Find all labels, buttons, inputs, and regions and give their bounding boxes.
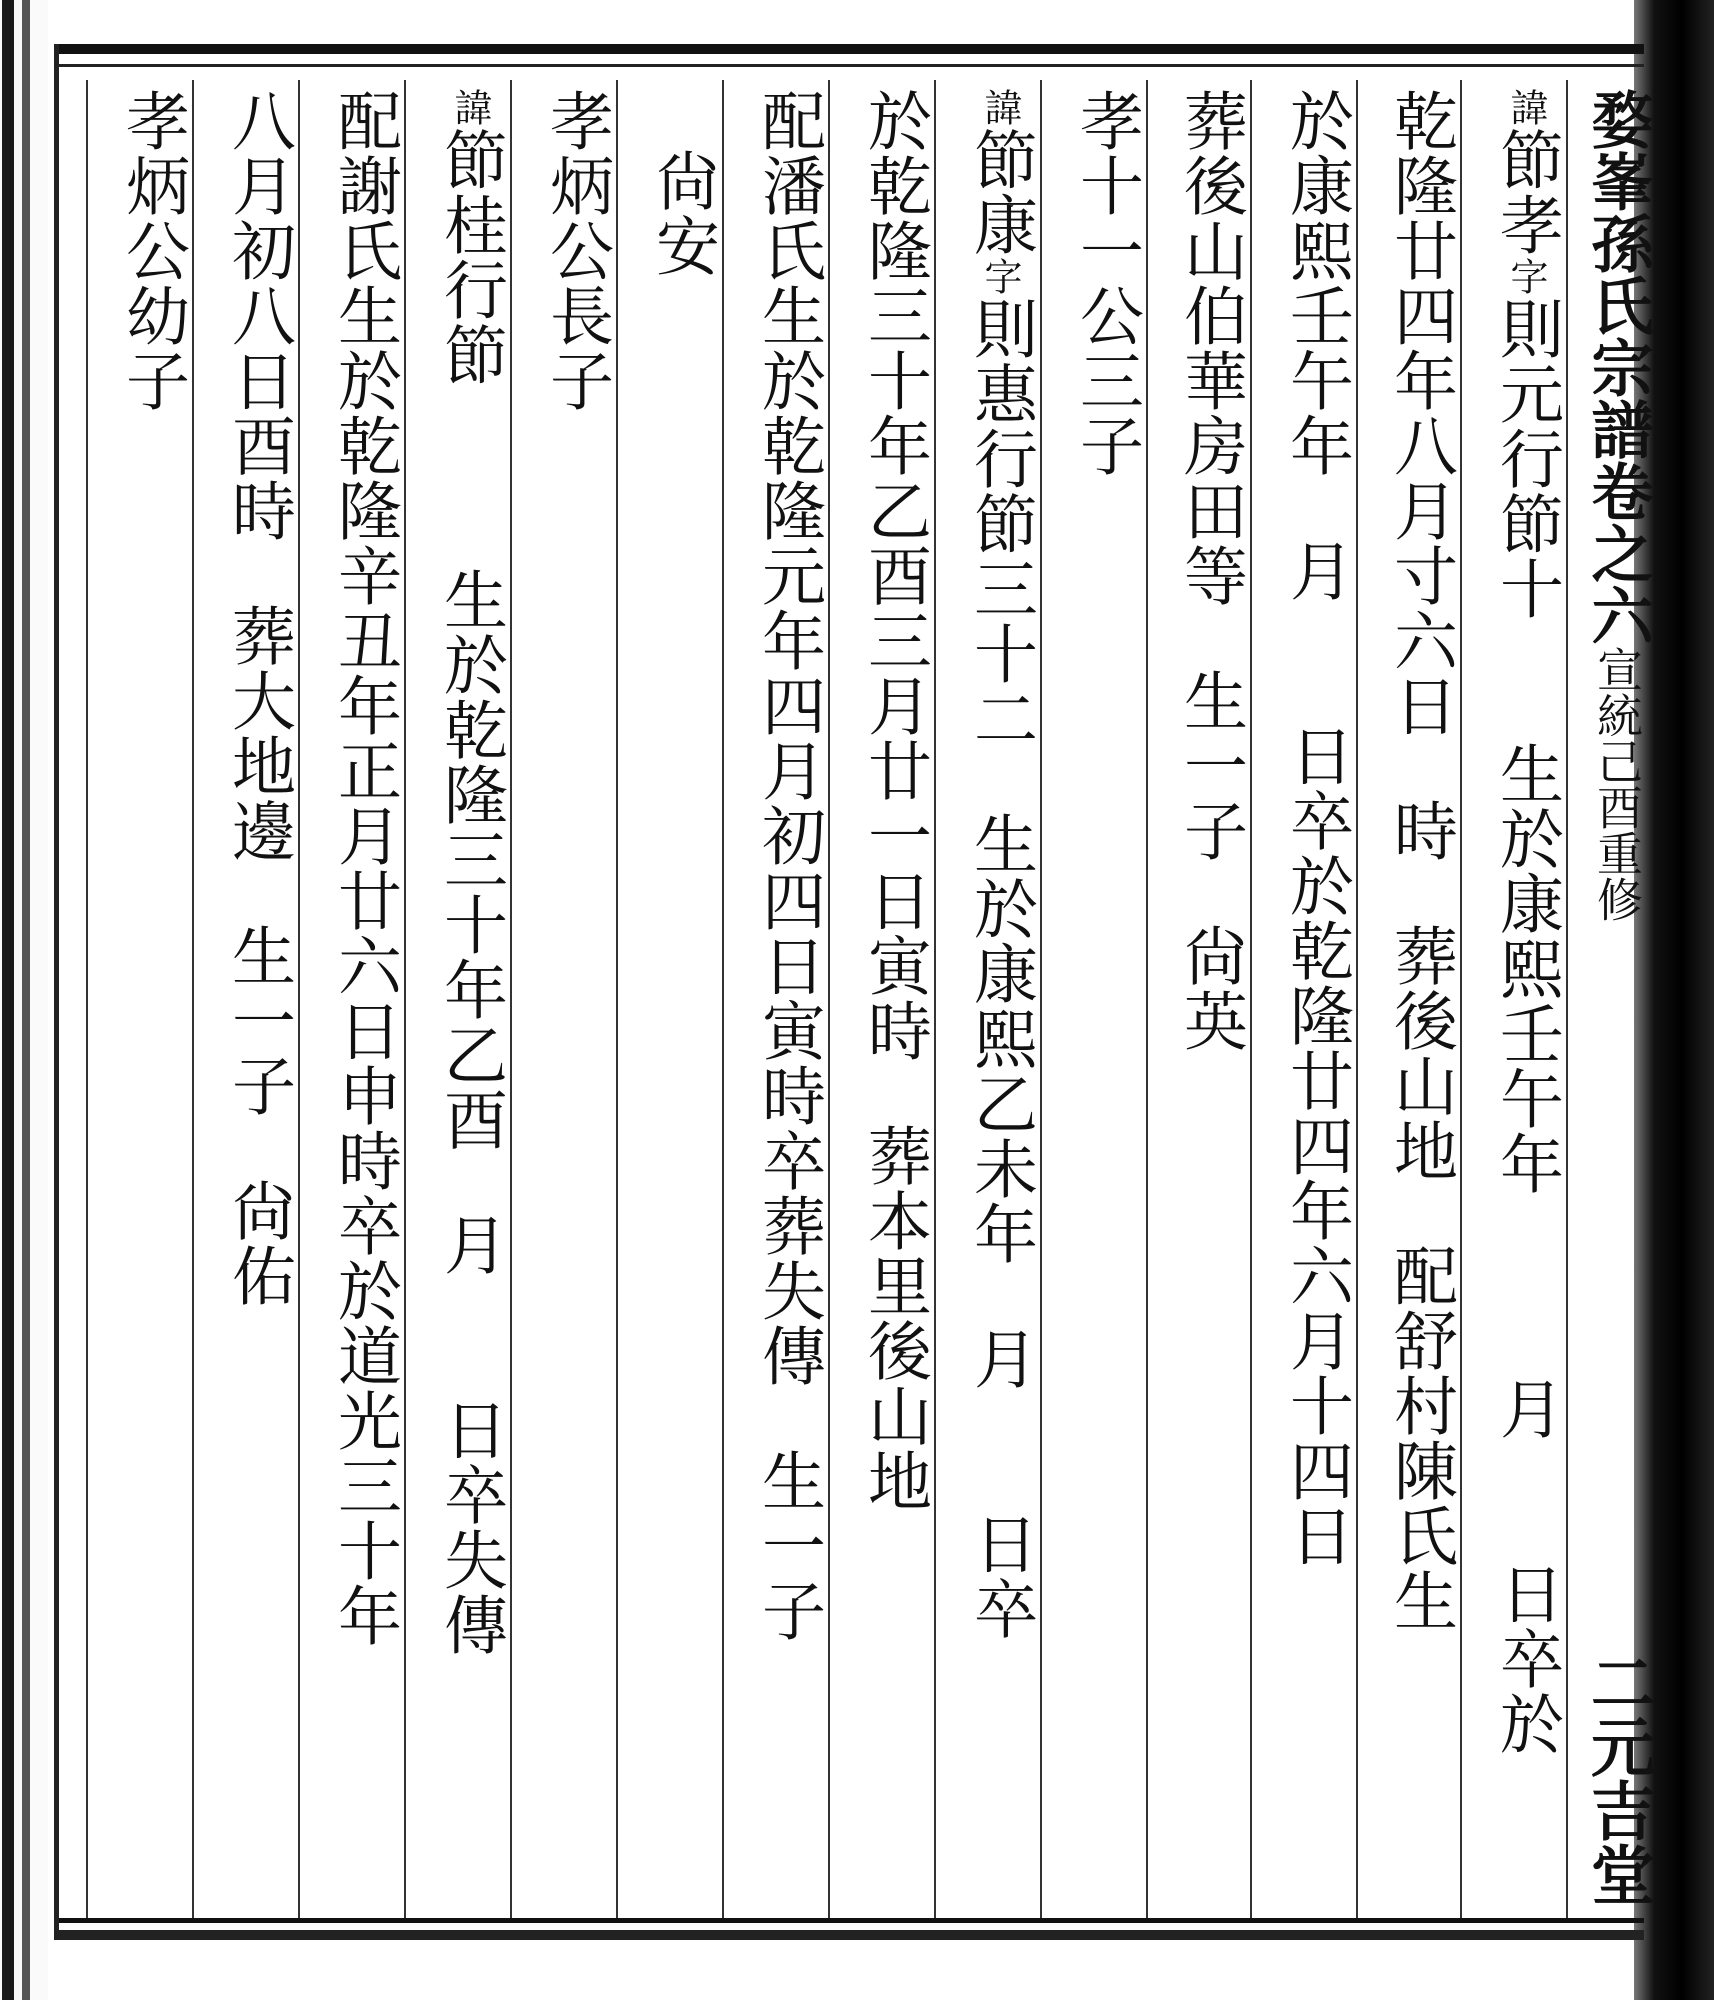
text-segment: 則元行節十 xyxy=(1489,296,1563,621)
text-segment: 節桂行節 xyxy=(433,127,507,387)
edition-label: 宣統己酉重修 xyxy=(1590,646,1644,922)
text-segment: 乾隆廿四年八月寸六日 xyxy=(1383,88,1457,738)
volume-label: 卷之六 xyxy=(1581,460,1654,646)
text-segment: 於乾隆三十年乙酉三月廿一日寅時 xyxy=(857,88,931,1063)
text-column xyxy=(1478,88,1574,1756)
bottom-border-inner xyxy=(54,1918,1644,1923)
text-column xyxy=(952,88,1048,1641)
text-segment: 日卒於乾隆廿四年六月十四日 xyxy=(1279,723,1353,1568)
text-segment: 日卒失傳 xyxy=(433,1397,507,1657)
text-column xyxy=(846,88,942,1513)
text-segment: 尙安 xyxy=(645,148,719,278)
column-rule xyxy=(722,80,724,1918)
text-column xyxy=(634,88,730,278)
small-annotation: 字 xyxy=(978,257,1022,296)
top-border-inner xyxy=(54,64,1644,67)
genealogy-title: 婺峯孫氏宗譜 xyxy=(1581,88,1654,460)
folio-number: 二元吉堂 xyxy=(1580,1650,1655,1906)
small-annotation: 字 xyxy=(1504,257,1548,296)
small-annotation: 諱 xyxy=(978,88,1022,127)
text-segment: 孝炳公長子 xyxy=(539,88,613,413)
text-segment: 配潘氏生於乾隆元年四月初四日寅時卒葬失傳 xyxy=(751,88,825,1388)
top-border xyxy=(54,44,1644,54)
small-annotation: 諱 xyxy=(448,88,492,127)
text-segment: 生於乾隆三十年乙酉 xyxy=(433,567,507,1152)
text-segment: 孝十一公三子 xyxy=(1069,88,1143,478)
text-segment: 日卒 xyxy=(963,1511,1037,1641)
text-segment: 葬大地邊 xyxy=(221,603,295,863)
text-segment: 配謝氏生於乾隆辛丑年正月廿六日申時卒於道光三十年 xyxy=(327,88,401,1648)
text-segment: 生一子 xyxy=(1173,668,1247,863)
small-annotation: 諱 xyxy=(1504,88,1548,127)
text-column xyxy=(1372,88,1468,1633)
text-column xyxy=(1268,88,1364,1568)
text-segment: 月 xyxy=(433,1212,507,1277)
text-column xyxy=(1058,88,1154,478)
text-segment: 孝炳公幼子 xyxy=(115,88,189,413)
bottom-border xyxy=(54,1930,1644,1940)
text-segment: 生一子 xyxy=(751,1448,825,1643)
text-segment: 配舒村陳氏生 xyxy=(1383,1243,1457,1633)
margin-title-column xyxy=(1582,88,1652,922)
text-column xyxy=(1162,88,1258,1053)
text-segment: 月 xyxy=(1279,538,1353,603)
text-segment: 葬後山伯華房田等 xyxy=(1173,88,1247,608)
text-segment: 生一子 xyxy=(221,923,295,1118)
text-column xyxy=(422,88,518,1657)
text-segment: 節孝 xyxy=(1489,127,1563,257)
left-border xyxy=(54,44,59,1940)
text-column xyxy=(528,88,624,413)
text-segment: 生於康熙壬午年 xyxy=(1489,741,1563,1196)
text-segment: 尙英 xyxy=(1173,923,1247,1053)
text-segment: 時 xyxy=(1383,798,1457,863)
text-segment: 則惠行節三十二 xyxy=(963,296,1037,751)
column-rule xyxy=(86,80,88,1918)
text-segment: 八月初八日酉時 xyxy=(221,88,295,543)
text-segment: 月 xyxy=(1489,1376,1563,1441)
text-segment: 尙佑 xyxy=(221,1178,295,1308)
text-column xyxy=(104,88,200,413)
text-segment: 葬本里後山地 xyxy=(857,1123,931,1513)
scan-left-edge xyxy=(0,0,48,2000)
text-segment: 月 xyxy=(963,1326,1037,1391)
text-segment: 於康熙壬午年 xyxy=(1279,88,1353,478)
text-column xyxy=(210,88,306,1308)
text-segment: 日卒於 xyxy=(1489,1561,1563,1756)
text-segment: 葬後山地 xyxy=(1383,923,1457,1183)
text-segment: 生於康熙乙未年 xyxy=(963,811,1037,1266)
text-column xyxy=(316,88,412,1648)
text-segment: 節康 xyxy=(963,127,1037,257)
text-column xyxy=(740,88,836,1643)
